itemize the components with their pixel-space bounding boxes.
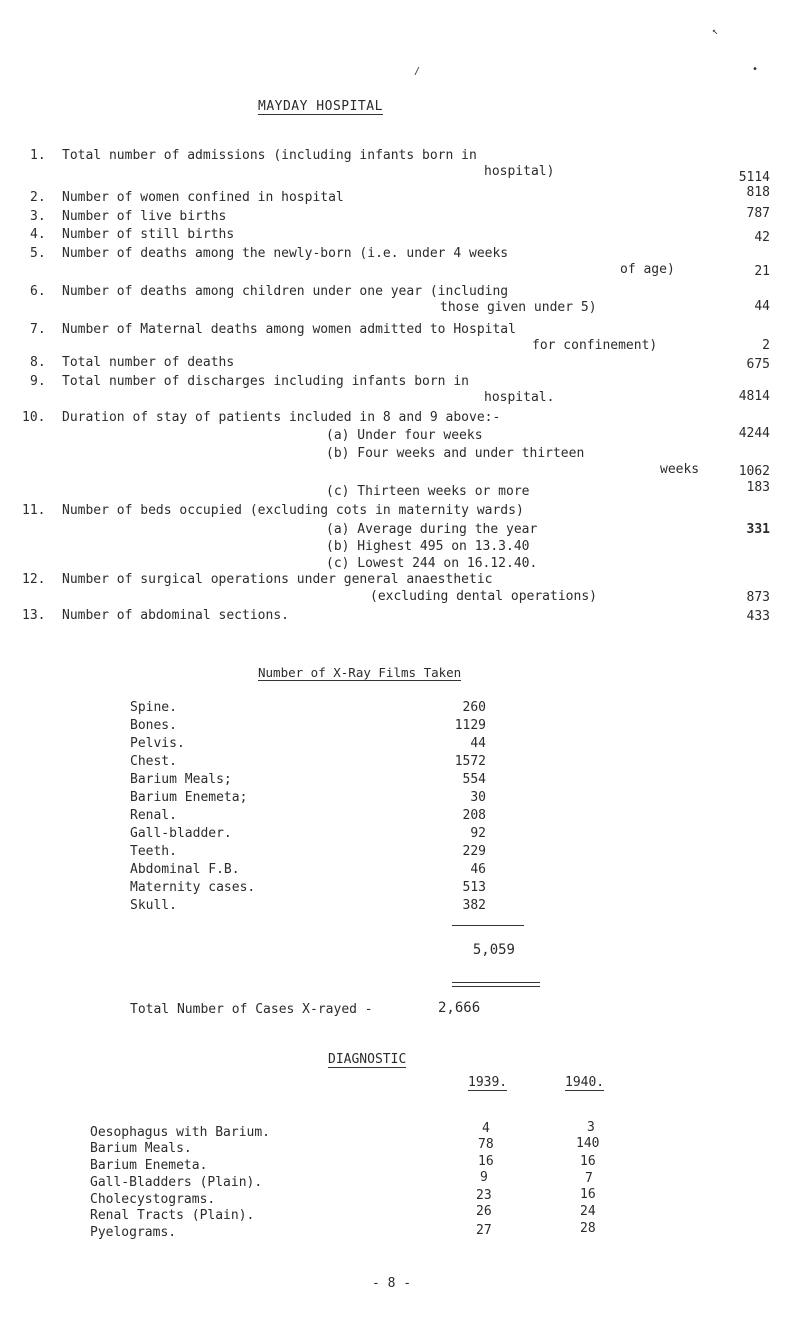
- xray-value: 554: [462, 772, 486, 787]
- item-number: 2.: [30, 190, 46, 205]
- cases-label: Total Number of Cases X-rayed -: [130, 1002, 373, 1017]
- item-text: Number of women confined in hospital: [62, 190, 344, 205]
- item-text: Number of still births: [62, 227, 235, 242]
- item-text: Number of beds occupied (excluding cots in maternity wards): [62, 503, 524, 518]
- item-text: (c) Lowest 244 on 16.12.40.: [326, 556, 538, 571]
- item-value: 183: [746, 480, 770, 495]
- diagnostic-value-1940: 28: [580, 1221, 596, 1236]
- xray-value: 513: [462, 880, 486, 895]
- diagnostic-year-1940: 1940.: [565, 1075, 605, 1090]
- item-number: 5.: [30, 246, 46, 261]
- diagnostic-label: Barium Meals.: [90, 1141, 192, 1156]
- item-value: 42: [754, 230, 770, 245]
- item-value: 433: [746, 609, 770, 624]
- xray-value: 92: [470, 826, 486, 841]
- diagnostic-label: Barium Enemeta.: [90, 1158, 208, 1173]
- xray-label: Barium Enemeta;: [130, 790, 248, 805]
- item-number: 1.: [30, 148, 46, 163]
- item-text: Total number of admissions (including infants born in: [62, 148, 477, 163]
- item-text: weeks: [660, 462, 700, 477]
- total-rule: [452, 925, 524, 926]
- item-number: 11.: [22, 503, 46, 518]
- item-value: 44: [754, 299, 770, 314]
- total-double-rule: [452, 982, 540, 983]
- item-value: 1062: [738, 464, 770, 479]
- xray-value: 382: [462, 898, 486, 913]
- item-text: (a) Average during the year: [326, 522, 538, 537]
- item-value: 818: [746, 185, 770, 200]
- item-number: 3.: [30, 209, 46, 224]
- item-number: 6.: [30, 284, 46, 299]
- item-text: for confinement): [532, 338, 658, 353]
- item-value: 5114: [738, 170, 770, 185]
- item-text: hospital.: [484, 390, 555, 405]
- item-text: (c) Thirteen weeks or more: [326, 484, 530, 499]
- xray-value: 30: [470, 790, 486, 805]
- item-text: Number of deaths among the newly-born (i.e. under 4 weeks: [62, 246, 509, 261]
- xray-label: Barium Meals;: [130, 772, 232, 787]
- diagnostic-value-1940: 16: [580, 1187, 596, 1202]
- diagnostic-label: Oesophagus with Barium.: [90, 1125, 271, 1140]
- xray-label: Chest.: [130, 754, 177, 769]
- xray-value: 44: [470, 736, 486, 751]
- item-text: Number of deaths among children under one year (including: [62, 284, 509, 299]
- item-text: (b) Highest 495 on 13.3.40: [326, 539, 530, 554]
- diagnostic-label: Gall-Bladders (Plain).: [90, 1175, 263, 1190]
- diagnostic-label: Pyelograms.: [90, 1225, 177, 1240]
- xray-value: 46: [470, 862, 486, 877]
- item-text: of age): [620, 262, 675, 277]
- diagnostic-value-1940: 7: [585, 1171, 593, 1186]
- xray-label: Abdominal F.B.: [130, 862, 240, 877]
- total-double-rule: [452, 986, 540, 987]
- xray-value: 208: [462, 808, 486, 823]
- item-value: 2: [762, 338, 770, 353]
- item-value: 4244: [738, 426, 770, 441]
- item-text: Number of live births: [62, 209, 227, 224]
- page-mark: •: [752, 64, 759, 75]
- xray-label: Gall-bladder.: [130, 826, 232, 841]
- item-number: 9.: [30, 374, 46, 389]
- item-text: hospital): [484, 164, 555, 179]
- item-value: 787: [746, 206, 770, 221]
- xray-total: 5,059: [472, 942, 515, 958]
- diagnostic-value-1939: 4: [482, 1121, 490, 1136]
- item-value: 21: [754, 264, 770, 279]
- item-text: Total number of discharges including infants born in: [62, 374, 469, 389]
- item-text: Number of Maternal deaths among women admitted to Hospital: [62, 322, 516, 337]
- diagnostic-value-1939: 23: [476, 1188, 492, 1203]
- item-text: those given under 5): [440, 300, 597, 315]
- item-value: 675: [746, 357, 770, 372]
- cases-value: 2,666: [438, 1000, 481, 1016]
- item-number: 13.: [22, 608, 46, 623]
- item-value: 873: [746, 590, 770, 605]
- diagnostic-value-1940: 16: [580, 1154, 596, 1169]
- item-number: 12.: [22, 572, 46, 587]
- diagnostic-value-1939: 27: [476, 1223, 492, 1238]
- page-title: MAYDAY HOSPITAL: [258, 99, 383, 114]
- item-number: 8.: [30, 355, 46, 370]
- diagnostic-value-1940: 24: [580, 1204, 596, 1219]
- page-mark: /: [414, 66, 421, 77]
- diagnostic-label: Cholecystograms.: [90, 1192, 216, 1207]
- xray-label: Renal.: [130, 808, 177, 823]
- diagnostic-value-1940: 140: [576, 1136, 600, 1151]
- item-number: 4.: [30, 227, 46, 242]
- item-text: (b) Four weeks and under thirteen: [326, 446, 585, 461]
- diagnostic-label: Renal Tracts (Plain).: [90, 1208, 255, 1223]
- diagnostic-value-1940: 3: [587, 1120, 595, 1135]
- xray-label: Teeth.: [130, 844, 177, 859]
- xray-value: 229: [462, 844, 486, 859]
- diagnostic-value-1939: 16: [478, 1154, 494, 1169]
- diagnostic-value-1939: 26: [476, 1204, 492, 1219]
- item-text: (a) Under four weeks: [326, 428, 483, 443]
- diagnostic-value-1939: 78: [478, 1137, 494, 1152]
- item-text: Total number of deaths: [62, 355, 235, 370]
- item-value: 331: [746, 522, 770, 537]
- xray-value: 1129: [454, 718, 486, 733]
- diagnostic-heading: DIAGNOSTIC: [328, 1052, 407, 1067]
- xray-heading: Number of X-Ray Films Taken: [258, 665, 462, 680]
- item-text: (excluding dental operations): [370, 589, 597, 604]
- xray-value: 1572: [454, 754, 486, 769]
- page-mark: ↖: [712, 26, 719, 37]
- xray-label: Spine.: [130, 700, 177, 715]
- item-value: 4814: [738, 389, 770, 404]
- item-text: Number of surgical operations under general anaesthetic: [62, 572, 493, 587]
- xray-label: Skull.: [130, 898, 177, 913]
- item-number: 10.: [22, 410, 46, 425]
- diagnostic-year-1939: 1939.: [468, 1075, 508, 1090]
- xray-label: Maternity cases.: [130, 880, 256, 895]
- item-text: Duration of stay of patients included in 8 and 9 above:-: [62, 410, 501, 425]
- item-text: Number of abdominal sections.: [62, 608, 289, 623]
- diagnostic-value-1939: 9: [480, 1170, 488, 1185]
- xray-label: Pelvis.: [130, 736, 185, 751]
- xray-value: 260: [462, 700, 486, 715]
- page-number: - 8 -: [372, 1276, 412, 1291]
- xray-label: Bones.: [130, 718, 177, 733]
- item-number: 7.: [30, 322, 46, 337]
